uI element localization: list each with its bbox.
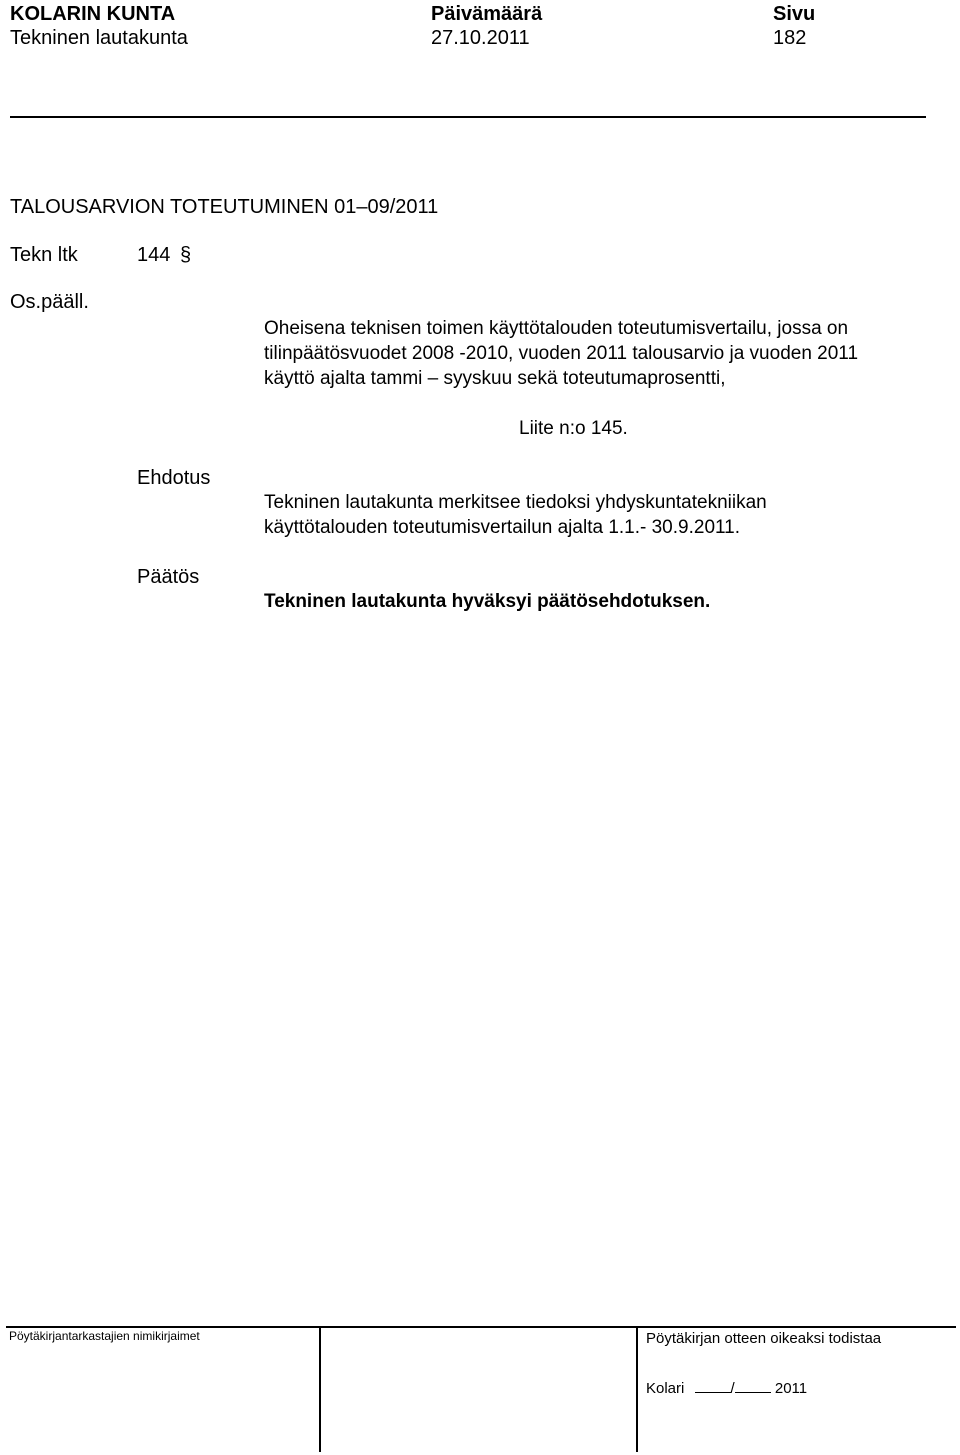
intro-line: Oheisena teknisen toimen käyttötalouden toteutumisvertailu, jossa on bbox=[264, 318, 849, 339]
proposal-label: Ehdotus bbox=[137, 467, 211, 489]
signatures-label: Pöytäkirjantarkastajien nimikirjaimet bbox=[9, 1329, 200, 1343]
month-blank bbox=[735, 1378, 771, 1393]
footer-vertical-divider-left bbox=[319, 1326, 321, 1452]
proposal-line: Tekninen lautakunta merkitsee tiedoksi yhdyskuntatekniikan bbox=[264, 492, 767, 513]
certification-year: 2011 bbox=[774, 1380, 808, 1397]
date-label: Päivämäärä bbox=[431, 3, 543, 25]
certification-line bbox=[646, 1378, 807, 1398]
preparer: Os.pääll. bbox=[10, 291, 89, 313]
header-divider bbox=[10, 116, 926, 118]
org-name: KOLARIN KUNTA bbox=[10, 3, 176, 25]
proposal-line: käyttötalouden toteutumisvertailun ajalta 1.1.- 30.9.2011. bbox=[264, 517, 741, 538]
committee-name: Tekninen lautakunta bbox=[10, 27, 188, 49]
meeting-date: 27.10.2011 bbox=[431, 27, 530, 49]
section-ref-number: 144 bbox=[137, 244, 171, 266]
intro-line: käyttö ajalta tammi – syyskuu sekä toteutumaprosentti, bbox=[264, 368, 726, 389]
intro-paragraph bbox=[264, 316, 858, 391]
day-month-blank bbox=[695, 1378, 731, 1393]
section-ref-label: Tekn ltk bbox=[10, 244, 78, 266]
decision-label: Päätös bbox=[137, 566, 200, 588]
section-sign: § bbox=[179, 244, 192, 266]
section-ref bbox=[137, 243, 191, 267]
certification-separator: / bbox=[730, 1380, 735, 1397]
attachment-reference: Liite n:o 145. bbox=[519, 418, 628, 439]
intro-line: tilinpäätösvuodet 2008 -2010, vuoden 2011 talousarvio ja vuoden 2011 bbox=[264, 343, 859, 364]
footer-divider bbox=[6, 1326, 956, 1328]
footer-vertical-divider-right bbox=[636, 1326, 638, 1452]
page-number: 182 bbox=[773, 27, 807, 49]
proposal-text bbox=[264, 490, 767, 540]
page-label: Sivu bbox=[773, 3, 816, 25]
certification-place: Kolari bbox=[646, 1380, 685, 1397]
decision-text: Tekninen lautakunta hyväksyi päätösehdotuksen. bbox=[264, 591, 711, 612]
certify-label: Pöytäkirjan otteen oikeaksi todistaa bbox=[646, 1330, 882, 1347]
section-title: TALOUSARVION TOTEUTUMINEN 01–09/2011 bbox=[10, 196, 439, 218]
